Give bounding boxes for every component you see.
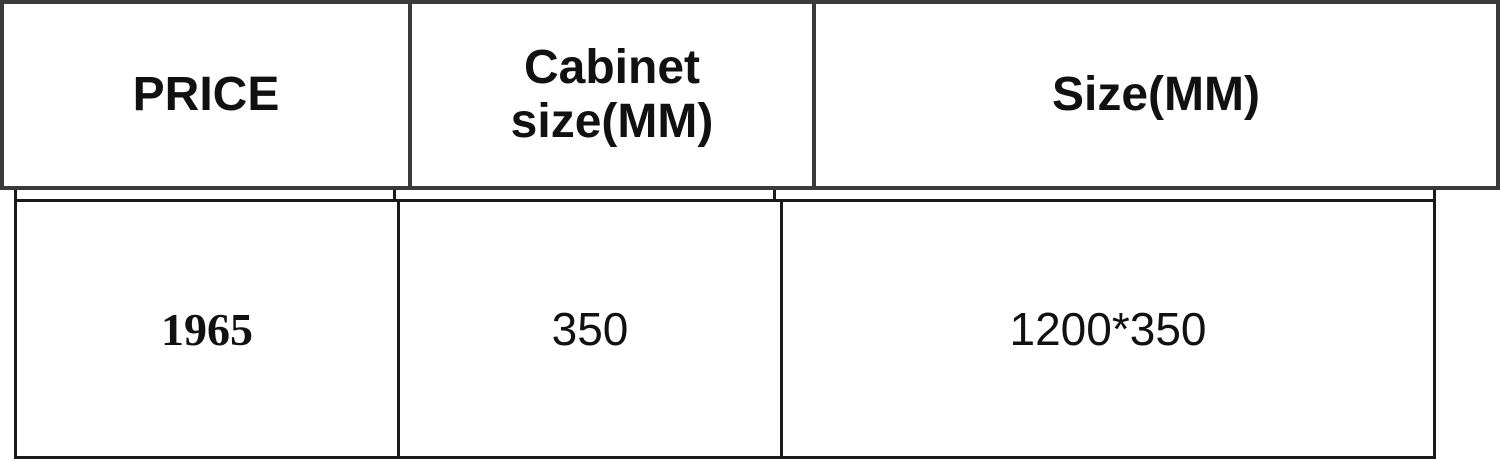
header-cabinet-size bbox=[410, 2, 814, 188]
cell-cabinet-size: 350 bbox=[399, 201, 782, 458]
header-price: PRICE bbox=[2, 2, 410, 188]
cell-price: 1965 bbox=[16, 201, 399, 458]
data-table bbox=[14, 199, 1436, 459]
header-table bbox=[0, 0, 1500, 190]
header-cabinet-size-label: Cabinet size(MM) bbox=[510, 41, 714, 148]
table-row bbox=[16, 201, 1435, 458]
cell-size: 1200*350 bbox=[782, 201, 1435, 458]
header-row bbox=[2, 2, 1498, 188]
header-size: Size(MM) bbox=[814, 2, 1498, 188]
